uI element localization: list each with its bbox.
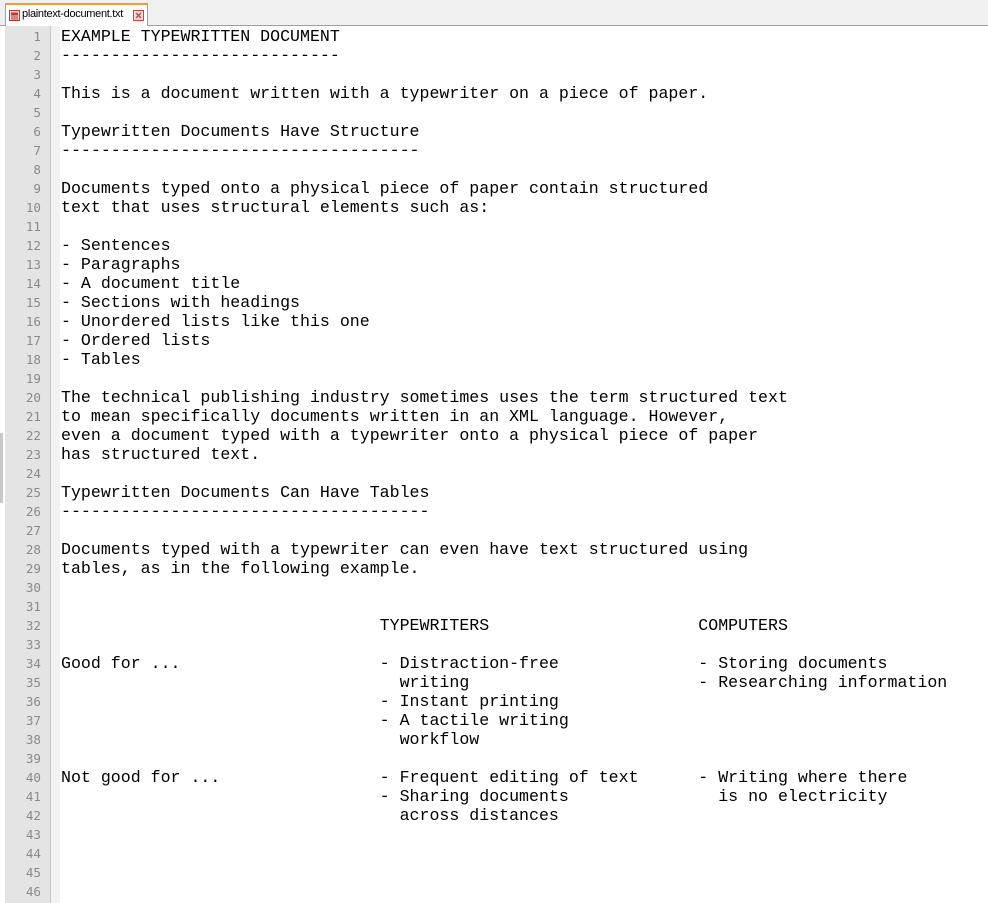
document-line[interactable] (5, 103, 988, 122)
document-line[interactable] (5, 863, 988, 882)
document-line[interactable] (5, 787, 988, 806)
line-text[interactable]: Documents typed with a typewriter can even have text structured using (61, 540, 749, 559)
line-number: 28 (25, 542, 41, 557)
line-text[interactable]: ---------------------------- (61, 46, 340, 65)
document-line[interactable] (5, 312, 988, 331)
document-line[interactable] (5, 122, 988, 141)
line-text[interactable]: has structured text. (61, 445, 261, 464)
line-number: 5 (33, 105, 41, 120)
line-number: 23 (25, 447, 41, 462)
line-text[interactable]: - A tactile writing (61, 711, 569, 730)
line-number: 26 (25, 504, 41, 519)
line-number: 27 (25, 523, 41, 538)
document-line[interactable] (5, 692, 988, 711)
line-text[interactable]: Not good for ... - Frequent editing of text - Writing where there (61, 768, 908, 787)
line-text[interactable]: - Sharing documents is no electricity (61, 787, 888, 806)
line-number: 37 (25, 713, 41, 728)
document-line[interactable] (5, 141, 988, 160)
document-line[interactable] (5, 331, 988, 350)
tab-plaintext-document[interactable] (5, 3, 148, 26)
document-line[interactable] (5, 768, 988, 787)
document-line[interactable] (5, 65, 988, 84)
line-text[interactable]: EXAMPLE TYPEWRITTEN DOCUMENT (61, 27, 340, 46)
line-number: 7 (33, 143, 41, 158)
document-line[interactable] (5, 654, 988, 673)
line-text[interactable]: ------------------------------------- (61, 502, 430, 521)
line-number: 45 (25, 865, 41, 880)
document-line[interactable] (5, 578, 988, 597)
document-line[interactable] (5, 236, 988, 255)
line-text[interactable]: - Tables (61, 350, 141, 369)
document-line[interactable] (5, 806, 988, 825)
line-number: 13 (25, 257, 41, 272)
line-number: 43 (25, 827, 41, 842)
document-line[interactable] (5, 825, 988, 844)
file-icon (9, 10, 20, 21)
line-number: 16 (25, 314, 41, 329)
line-text[interactable]: Typewritten Documents Have Structure (61, 122, 420, 141)
line-text[interactable]: ------------------------------------ (61, 141, 420, 160)
document-line[interactable] (5, 597, 988, 616)
document-line[interactable] (5, 27, 988, 46)
line-number: 18 (25, 352, 41, 367)
line-number: 21 (25, 409, 41, 424)
line-text[interactable]: text that uses structural elements such as: (61, 198, 490, 217)
document-line[interactable] (5, 84, 988, 103)
line-number: 30 (25, 580, 41, 595)
line-number: 39 (25, 751, 41, 766)
line-number: 15 (25, 295, 41, 310)
document-line[interactable] (5, 426, 988, 445)
document-line[interactable] (5, 844, 988, 863)
line-number: 35 (25, 675, 41, 690)
line-text[interactable]: - Sections with headings (61, 293, 300, 312)
tab-label: plaintext-document.txt (22, 8, 124, 20)
document-line[interactable] (5, 217, 988, 236)
line-text[interactable]: This is a document written with a typewriter on a piece of paper. (61, 84, 709, 103)
line-text[interactable]: - Unordered lists like this one (61, 312, 370, 331)
document-line[interactable] (5, 160, 988, 179)
line-number: 44 (25, 846, 41, 861)
line-text[interactable]: Documents typed onto a physical piece of paper contain structured (61, 179, 709, 198)
document-line[interactable] (5, 293, 988, 312)
document-line[interactable] (5, 559, 988, 578)
line-text[interactable]: writing - Researching information (61, 673, 948, 692)
window-edge-marker (0, 433, 3, 503)
line-number: 46 (25, 884, 41, 899)
line-number: 9 (33, 181, 41, 196)
line-number: 17 (25, 333, 41, 348)
line-number: 38 (25, 732, 41, 747)
document-line[interactable] (5, 179, 988, 198)
document-line[interactable] (5, 445, 988, 464)
line-text[interactable]: Typewritten Documents Can Have Tables (61, 483, 430, 502)
line-number: 10 (25, 200, 41, 215)
document-line[interactable] (5, 274, 988, 293)
document-line[interactable] (5, 730, 988, 749)
document-line[interactable] (5, 749, 988, 768)
line-text[interactable]: - Paragraphs (61, 255, 181, 274)
line-text[interactable]: - Sentences (61, 236, 171, 255)
document-line[interactable] (5, 882, 988, 901)
document-line[interactable] (5, 350, 988, 369)
line-text[interactable]: to mean specifically documents written in an XML language. However, (61, 407, 729, 426)
line-text[interactable]: - Ordered lists (61, 331, 211, 350)
document-line[interactable] (5, 388, 988, 407)
line-number: 8 (33, 162, 41, 177)
line-number: 6 (33, 124, 41, 139)
document-line[interactable] (5, 521, 988, 540)
document-line[interactable] (5, 198, 988, 217)
document-line[interactable] (5, 464, 988, 483)
line-number: 40 (25, 770, 41, 785)
line-number: 19 (25, 371, 41, 386)
document-line[interactable] (5, 483, 988, 502)
text-editor[interactable] (5, 26, 988, 903)
document-line[interactable] (5, 540, 988, 559)
line-number: 32 (25, 618, 41, 633)
line-text[interactable]: - Instant printing (61, 692, 559, 711)
line-number: 34 (25, 656, 41, 671)
line-number: 36 (25, 694, 41, 709)
document-line[interactable] (5, 711, 988, 730)
line-number: 33 (25, 637, 41, 652)
line-number: 14 (25, 276, 41, 291)
document-line[interactable] (5, 255, 988, 274)
line-number: 22 (25, 428, 41, 443)
document-line[interactable] (5, 635, 988, 654)
tab-bar (0, 0, 988, 26)
line-number: 42 (25, 808, 41, 823)
line-text[interactable]: workflow (61, 730, 480, 749)
line-number: 25 (25, 485, 41, 500)
document-line[interactable] (5, 369, 988, 388)
line-number: 12 (25, 238, 41, 253)
line-number: 41 (25, 789, 41, 804)
line-text[interactable]: The technical publishing industry sometimes uses the term structured text (61, 388, 788, 407)
document-line[interactable] (5, 502, 988, 521)
document-line[interactable] (5, 46, 988, 65)
line-number: 1 (33, 29, 41, 44)
line-text[interactable]: even a document typed with a typewriter onto a physical piece of paper (61, 426, 759, 445)
line-number: 4 (33, 86, 41, 101)
line-text[interactable]: TYPEWRITERS COMPUTERS (61, 616, 788, 635)
document-line[interactable] (5, 616, 988, 635)
line-number: 20 (25, 390, 41, 405)
close-icon[interactable] (133, 10, 144, 21)
line-number: 11 (25, 219, 41, 234)
line-text[interactable]: - A document title (61, 274, 241, 293)
line-text[interactable]: tables, as in the following example. (61, 559, 420, 578)
line-number: 3 (33, 67, 41, 82)
line-number: 24 (25, 466, 41, 481)
line-number: 2 (33, 48, 41, 63)
line-number: 29 (25, 561, 41, 576)
document-line[interactable] (5, 673, 988, 692)
line-text[interactable]: Good for ... - Distraction-free - Storing documents (61, 654, 888, 673)
line-number: 31 (25, 599, 41, 614)
document-line[interactable] (5, 407, 988, 426)
line-text[interactable]: across distances (61, 806, 559, 825)
